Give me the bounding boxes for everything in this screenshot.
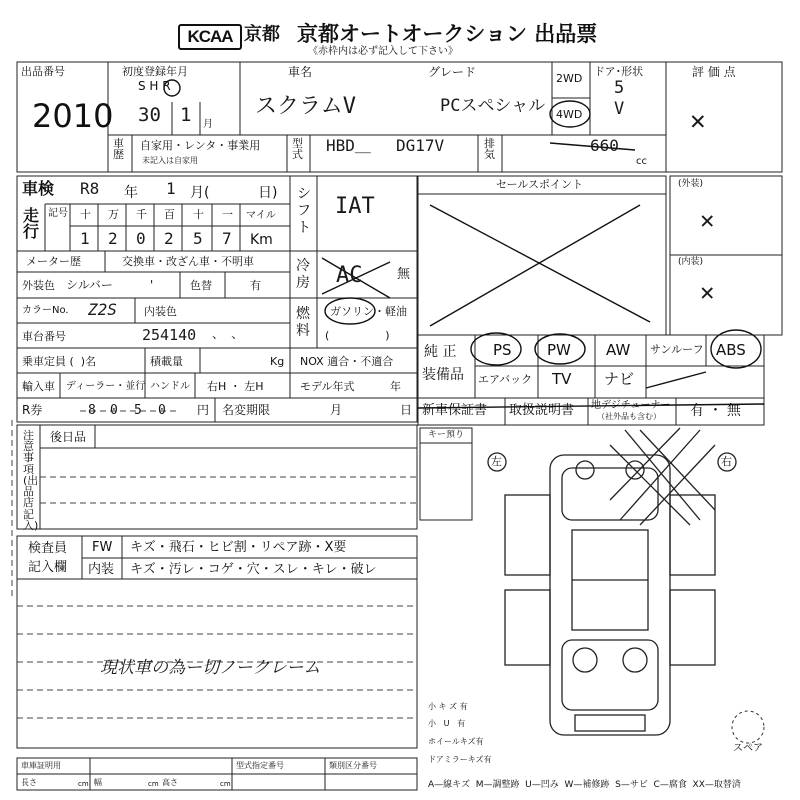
diagram-right-label: 右 xyxy=(721,455,732,468)
grade: PCスペシャル xyxy=(440,96,546,116)
sheet-title: 京都オートオークション 出品票 xyxy=(297,22,598,46)
displacement-unit: cc xyxy=(636,156,647,167)
rename-month-unit: 月 xyxy=(330,403,343,417)
registration-era: S H R xyxy=(138,79,171,93)
car-name-label: 車名 xyxy=(288,65,313,79)
mileage-unit-2: 千 xyxy=(136,208,147,221)
mileage-unit-4: 十 xyxy=(193,208,204,221)
car-name: スクラムV xyxy=(255,94,357,119)
door-shape-label: ドア･形状 xyxy=(594,65,644,78)
cert-height-label: 高さ xyxy=(162,778,178,787)
mileage-digit-0: 1 xyxy=(80,229,90,248)
color-number-label: カラーNo. xyxy=(22,305,69,316)
exterior-color: シルバー xyxy=(66,278,113,292)
equipment-aw: AW xyxy=(606,341,631,359)
small-dent-note: 小 U 有 xyxy=(428,719,466,728)
inspector-label-1: 検査員 xyxy=(28,541,68,556)
km-label: Km xyxy=(250,232,273,248)
car-history-label: 車歴 xyxy=(113,137,124,161)
body-shape: V xyxy=(614,99,625,119)
car-history-note: 未記入は自家用 xyxy=(142,156,198,165)
recycle-digit-1: 0 xyxy=(110,403,118,418)
inspection-month-unit: 月( xyxy=(190,185,210,201)
cert-width-unit: cm xyxy=(148,780,159,788)
exterior-color-label: 外装色 xyxy=(22,279,55,292)
equipment-ps: PS xyxy=(493,341,512,359)
door-count: 5 xyxy=(614,78,625,98)
import-label: 輸入車 xyxy=(22,380,55,393)
shift-value: IAT xyxy=(335,194,375,219)
spare-label: スペア xyxy=(733,743,763,754)
model-type: DG17V xyxy=(396,136,445,155)
car-history-options: 自家用・レンタ・事業用 xyxy=(140,139,261,152)
interior-color-label: 内装色 xyxy=(144,305,177,318)
presence-options: 有 ・ 無 xyxy=(690,403,741,419)
inspection-era: R8 xyxy=(80,179,100,198)
handle-options: 右H ・ 左H xyxy=(207,380,264,393)
interior-rating-mark: ✕ xyxy=(700,278,715,306)
cert-length-unit: cm xyxy=(78,780,89,788)
load-unit: Kg xyxy=(270,355,285,368)
mileage-digit-1: 2 xyxy=(108,229,118,248)
model-year-label: モデル年式 xyxy=(300,380,355,393)
cert-height-unit: cm xyxy=(220,780,231,788)
diagram-left-label: 左 xyxy=(491,455,502,468)
equipment-abs: ABS xyxy=(716,341,746,359)
nox-compliance: NOX 適合・不適合 xyxy=(300,355,394,368)
warranty-label: 新車保証書 xyxy=(422,403,488,418)
fuel-other: ( ) xyxy=(325,329,390,342)
exterior-rating-mark: ✕ xyxy=(700,206,715,234)
key-deposit-label: キー預り xyxy=(428,430,465,440)
fuel-options: ガソリン・軽油 xyxy=(330,305,407,318)
recycle-digit-3: 0 xyxy=(158,403,166,418)
garage-cert-label: 車庫証明用 xyxy=(21,761,61,770)
inspection-day-unit: 日) xyxy=(258,185,278,201)
mileage-mark-label: 記号 xyxy=(48,208,68,219)
fuel-label: 燃料 xyxy=(296,306,310,339)
lot-number-label: 出品番号 xyxy=(21,65,65,78)
equipment-tv: TV xyxy=(552,370,572,388)
chassis-label: 車台番号 xyxy=(22,330,66,343)
model-type-label: 型式 xyxy=(292,137,303,161)
displacement-label: 排気 xyxy=(484,137,495,161)
grade-label: グレード xyxy=(428,65,477,79)
aircon-label: 冷房 xyxy=(296,258,310,291)
exterior-color-tick: ' xyxy=(148,278,156,292)
interior-inspect-options: キズ・汚レ・コゲ・穴・スレ・キレ・破レ xyxy=(130,562,377,577)
inspection-label: 車検 xyxy=(22,179,55,198)
manual-label: 取扱説明書 xyxy=(509,403,575,418)
registration-month-unit: 月 xyxy=(203,119,213,130)
later-items-label: 後日品 xyxy=(50,430,87,444)
class-number-label: 類別区分番号 xyxy=(329,761,377,770)
model-year-unit: 年 xyxy=(390,380,401,393)
exterior-rating-label: (外装) xyxy=(678,179,704,189)
lot-number: 2010 xyxy=(32,97,114,135)
rename-deadline-label: 名変期限 xyxy=(222,403,271,417)
recycle-digit-2: 5 xyxy=(134,403,142,418)
chassis-number: 254140 xyxy=(142,326,197,344)
interior-inspect-label: 内装 xyxy=(88,562,115,577)
equipment-label-2: 装備品 xyxy=(422,367,464,383)
mileage-unit-3: 百 xyxy=(164,208,175,221)
shift-label: シフト xyxy=(297,186,311,236)
equipment-sunroof: サンルーフ xyxy=(650,343,704,356)
model-type-prefix: HBD＿ xyxy=(326,136,371,155)
type-designation-label: 型式指定番号 xyxy=(236,761,284,770)
recycle-digit-0: 8 xyxy=(88,403,96,418)
mileage-unit-0: 十 xyxy=(80,208,91,221)
fw-label: FW xyxy=(92,540,113,555)
rename-day-unit: 日 xyxy=(400,403,413,417)
cert-width-label: 幅 xyxy=(94,778,102,787)
recycle-unit: 円 xyxy=(197,403,210,417)
fw-options: キズ・飛石・ヒビ割・リペア跡・X要 xyxy=(130,540,347,555)
logo-city: 京都 xyxy=(244,24,280,45)
equipment-airbag: エアバック xyxy=(478,373,533,386)
wheel-scratch-note: ホイールキズ有 xyxy=(428,737,484,746)
color-change-value: 有 xyxy=(250,279,261,292)
displacement: 660 xyxy=(590,136,619,155)
registration-month: 1 xyxy=(180,104,192,126)
equipment-label-1: 純 正 xyxy=(424,344,457,360)
rating-label: 評 価 点 xyxy=(692,65,736,79)
first-registration-label: 初度登録年月 xyxy=(122,65,188,78)
mileage-digit-3: 2 xyxy=(164,229,174,248)
meter-history-options: 交換車・改ざん車・不明車 xyxy=(122,255,254,268)
sheet-subtitle: 《赤枠内は必ず記入して下さい》 xyxy=(308,46,458,57)
chassis-marks: 、 、 xyxy=(212,327,244,341)
small-scratch-note: 小 キ ズ 有 xyxy=(428,702,468,711)
kcaa-logo: KCAA xyxy=(178,24,242,50)
interior-rating-label: (内装) xyxy=(678,257,704,267)
equipment-navi: ナビ xyxy=(604,370,635,388)
damage-legend: A—線キズ M—調整跡 U—凹み W—補修跡 S—サビ C—腐食 XX—取替済 xyxy=(428,780,741,790)
meter-history-label: メーター歴 xyxy=(26,255,81,268)
color-change-label: 色替 xyxy=(190,279,212,292)
mileage-unit-5: 一 xyxy=(222,208,233,221)
inspector-label-2: 記入欄 xyxy=(28,560,68,575)
mileage-digit-4: 5 xyxy=(193,229,203,248)
load-capacity-label: 積載量 xyxy=(150,355,183,368)
color-number: Z2S xyxy=(88,300,117,319)
rating-mark: ✕ xyxy=(690,106,706,136)
inspection-month: 1 xyxy=(166,179,176,198)
handle-label: ハンドル xyxy=(150,381,190,392)
inspector-handwritten-note: 現状車の為ー切ノークレーム xyxy=(100,658,321,678)
mileage-label: 走行 xyxy=(23,206,40,241)
inspection-year-unit: 年 xyxy=(124,185,138,201)
aircon-value: AC xyxy=(336,263,363,288)
mileage-digit-2: 0 xyxy=(136,229,146,248)
mileage-digit-5: 7 xyxy=(222,229,232,248)
import-dealer: ディーラー・並行 xyxy=(66,381,146,392)
notes-label: 注意事項(出品店記入) xyxy=(23,429,39,532)
drive-2wd: 2WD xyxy=(556,72,583,85)
tuner-note: （社外品も含む） xyxy=(597,412,661,421)
seating-capacity-label: 乗車定員 ( )名 xyxy=(22,355,97,368)
recycle-label: R券 xyxy=(22,403,43,417)
sales-point-label: セールスポイント xyxy=(496,178,584,191)
tuner-label: 地デジチューナー xyxy=(591,400,671,411)
registration-year: 30 xyxy=(138,104,161,126)
equipment-pw: PW xyxy=(547,341,571,359)
mileage-unit-1: 万 xyxy=(108,208,119,221)
aircon-none: 無 xyxy=(397,267,411,282)
mile-label: マイル xyxy=(246,210,276,221)
cert-length-label: 長さ xyxy=(21,778,37,787)
drive-4wd: 4WD xyxy=(556,108,583,121)
mirror-scratch-note: ドアミラーキズ有 xyxy=(428,755,492,764)
